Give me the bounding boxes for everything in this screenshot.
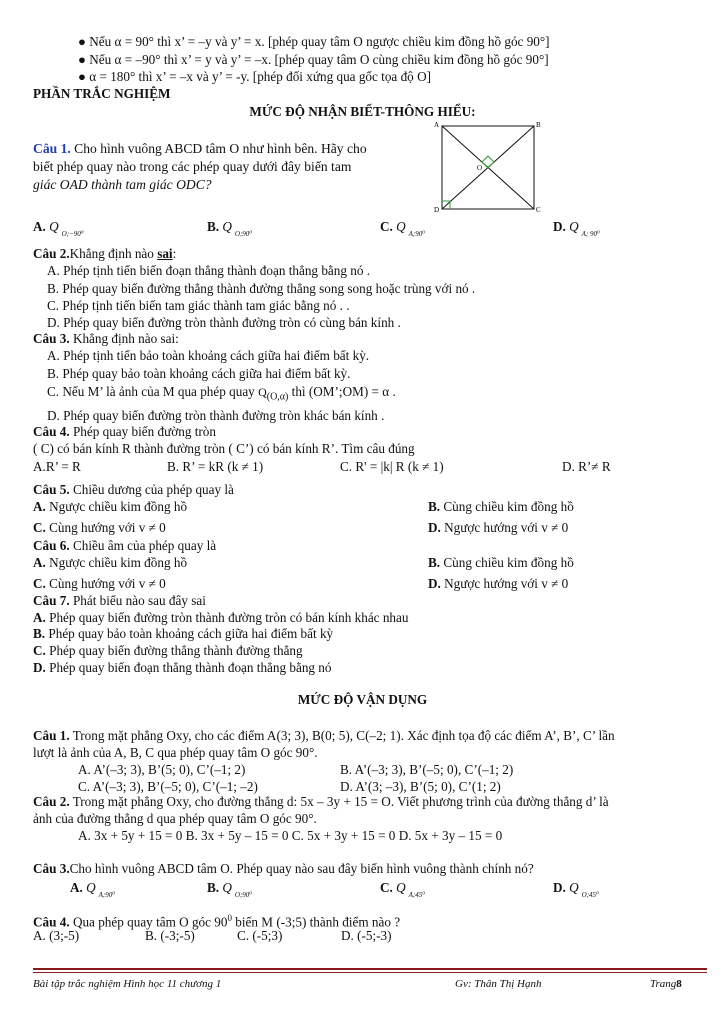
q5-option-b-text: Cùng chiều kim đồng hồ xyxy=(443,499,574,514)
q3-label: Câu 3. xyxy=(33,331,70,346)
footer-rule xyxy=(33,968,707,970)
q2-option-b[interactable]: B. Phép quay biến đường thẳng thành đường thẳng song song hoặc trùng với nó . xyxy=(47,281,476,296)
q6-stem xyxy=(33,538,216,554)
q1-option-a-q-letter: Q xyxy=(49,219,59,234)
q1-option-c-sub: A;90⁰ xyxy=(408,230,426,238)
q5-label: Câu 5. xyxy=(33,482,70,497)
q1-option-a-q xyxy=(49,219,84,238)
q2-sai: sai xyxy=(157,246,173,261)
q3-option-a[interactable]: A. Phép tịnh tiến bảo toàn khoảng cách giữa hai điểm bất kỳ. xyxy=(47,348,370,363)
v4-option-c[interactable]: C. (-5;3) xyxy=(237,928,283,943)
q1-line1 xyxy=(33,141,367,157)
q7-option-d[interactable]: D. Phép quay biến đoạn thẳng thành đoạn thẳng bằng nó xyxy=(33,660,332,675)
v3-option-d-q xyxy=(569,880,599,899)
q7-option-a-text: Phép quay biến đường tròn thành đường tròn có bán kính khác nhau xyxy=(49,610,409,625)
label-o: O xyxy=(477,164,483,172)
q6-text: Chiều âm của phép quay là xyxy=(69,538,217,553)
q5-text: Chiều dương của phép quay là xyxy=(69,482,234,497)
q1-option-a-key: A. xyxy=(33,219,46,234)
q4-label: Câu 4. xyxy=(33,424,70,439)
q7-option-d-text: Phép quay biến đoạn thẳng thành đoạn thẳng bằng nó xyxy=(49,660,332,675)
q2-stem xyxy=(33,246,176,262)
q5-option-c-text: Cùng hướng với v ≠ 0 xyxy=(49,520,166,535)
q1-option-d-q xyxy=(569,219,600,238)
q5-option-a-text: Ngược chiều kim đồng hồ xyxy=(49,499,188,514)
v3-option-d-key: D. xyxy=(553,880,566,895)
q3-option-c-end: . xyxy=(389,384,396,399)
v3-option-c-q xyxy=(396,880,426,899)
v3-option-d[interactable] xyxy=(553,880,599,903)
q7-option-c-text: Phép quay biến đường thẳng thành đường thẳng xyxy=(49,643,303,658)
level2-title: MỨC ĐỘ VẬN DỤNG xyxy=(297,692,428,707)
q6-option-a-text: Ngược chiều kim đồng hồ xyxy=(49,555,188,570)
footer-rule-thin xyxy=(33,972,707,973)
q1-option-c[interactable] xyxy=(380,219,425,242)
v3-option-b-sub: O;90⁰ xyxy=(234,891,253,899)
q7-option-a[interactable]: A. Phép quay biến đường tròn thành đường tròn có bán kính khác nhau xyxy=(33,610,409,625)
q3-option-d[interactable]: D. Phép quay biến đường tròn thành đường tròn khác bán kính . xyxy=(47,408,385,423)
v1-stem xyxy=(33,728,615,744)
q6-label: Câu 6. xyxy=(33,538,70,553)
q4-text1: Phép quay biến đường tròn xyxy=(69,424,216,439)
q7-stem xyxy=(33,593,206,609)
v4-degree: 0 xyxy=(227,913,232,923)
q1-option-a[interactable] xyxy=(33,219,84,242)
bullet-text-1: Nếu α = 90° thì x’ = –y và y’ = x. [phép quay tâm O ngược chiều kim đồng hồ góc 90°] xyxy=(89,34,550,49)
v2-text1: Trong mặt phẳng Oxy, cho đường thẳng d: 5x – 3y + 15 = O. Viết phương trình của đường thẳng d’ là xyxy=(69,794,609,809)
q1-option-d[interactable] xyxy=(553,219,600,242)
q1-line3: giác OAD thành tam giác ODC? xyxy=(33,177,212,192)
v2-line2: ảnh của đường thẳng d qua phép quay tâm O góc 90°. xyxy=(33,811,317,826)
v3-option-a[interactable] xyxy=(70,880,115,903)
v3-option-d-sub: O;45⁰ xyxy=(581,891,599,899)
bullet-line-2: ● Nếu α = –90° thì x’ = y và y’ = –x. [phép quay tâm O cùng chiều kim đồng hồ góc 90°] xyxy=(78,52,549,67)
q3-option-c-q xyxy=(258,385,289,403)
q3-option-c-mid: thì xyxy=(288,384,309,399)
q4-stem xyxy=(33,424,216,440)
v3-label: Câu 3. xyxy=(33,861,70,876)
v3-text: Cho hình vuông ABCD tâm O. Phép quay nào sau đây biến hình vuông thành chính nó? xyxy=(69,861,534,876)
q5-option-b[interactable]: B. Cùng chiều kim đồng hồ xyxy=(428,499,574,514)
v2-stem xyxy=(33,794,609,810)
q1-option-b-q xyxy=(222,219,253,238)
q4-option-c[interactable]: C. R' = |k| R (k ≠ 1) xyxy=(340,459,444,474)
section-title: PHẦN TRẮC NGHIỆM xyxy=(33,86,171,101)
q3-option-c[interactable] xyxy=(47,384,396,405)
q2-label: Câu 2. xyxy=(33,246,70,261)
bullet-line-3: ● α = 180° thì x’ = –x và y’ = -y. [phép đối xứng qua gốc tọa độ O] xyxy=(78,69,431,84)
q5-option-a[interactable]: A. Ngược chiều kim đồng hồ xyxy=(33,499,188,514)
q7-text: Phát biểu nào sau đây sai xyxy=(69,593,206,608)
q6-option-d-text: Ngược hướng với v ≠ 0 xyxy=(444,576,569,591)
v1-option-b[interactable]: B. A’(–3; 3), B’(–5; 0), C’(–1; 2) xyxy=(340,762,514,777)
v1-text1: Trong mặt phẳng Oxy, cho các điểm A(3; 3), B(0; 5), C(–2; 1). Xác định tọa độ các điểm A’, B’, C’ lần xyxy=(69,728,615,743)
v3-option-d-q-letter: Q xyxy=(569,880,579,895)
v2-options[interactable]: A. 3x + 5y + 15 = 0 B. 3x + 5y – 15 = 0 C. 5x + 3y + 15 = 0 D. 5x + 3y – 15 = 0 xyxy=(78,828,503,843)
q7-option-b[interactable]: B. Phép quay bảo toàn khoảng cách giữa hai điểm bất kỳ xyxy=(33,626,334,641)
v3-option-a-q-letter: Q xyxy=(86,880,96,895)
center-right-angle-mark xyxy=(482,156,494,168)
label-a: A xyxy=(434,121,440,129)
q1-option-c-key: C. xyxy=(380,219,393,234)
v1-option-d[interactable]: D. A’(3; –3), B’(5; 0), C’(1; 2) xyxy=(340,779,501,794)
level1-title: MỨC ĐỘ NHẬN BIẾT-THÔNG HIỂU: xyxy=(249,104,476,119)
q1-line2: biết phép quay nào trong các phép quay dưới đây biến tam xyxy=(33,159,352,174)
v4-option-b[interactable]: B. (-3;-5) xyxy=(145,928,195,943)
v3-option-b[interactable] xyxy=(207,880,252,903)
q3-option-c-text: C. Nếu M’ là ảnh của M qua phép quay xyxy=(47,384,259,399)
q3-option-c-formula: (OM’;OM) = α xyxy=(308,384,390,399)
q1-option-b-sub: O;90⁰ xyxy=(234,230,253,238)
q4-option-d[interactable]: D. R’≠ R xyxy=(562,459,611,474)
v1-option-c[interactable]: C. A’(–3; 3), B’(–5; 0), C’(–1; –2) xyxy=(78,779,258,794)
q4-option-a[interactable]: A.R’ = R xyxy=(33,459,81,474)
label-b: B xyxy=(536,121,541,129)
v3-option-c-q-letter: Q xyxy=(396,880,406,895)
v3-option-b-q-letter: Q xyxy=(222,880,232,895)
v3-option-c-key: C. xyxy=(380,880,393,895)
v3-stem xyxy=(33,861,534,877)
q1-label: Câu 1. xyxy=(33,141,71,156)
v4-text: Qua phép quay tâm O góc 90 xyxy=(69,914,228,930)
q1-text1: Cho hình vuông ABCD tâm O như hình bên. Hãy cho xyxy=(70,141,367,156)
square-figure xyxy=(430,118,545,218)
v1-label: Câu 1. xyxy=(33,728,70,743)
q3-stem xyxy=(33,331,179,347)
q1-option-b-q-letter: Q xyxy=(222,219,232,234)
v3-option-a-sub: A;90⁰ xyxy=(98,891,116,899)
v1-line2: lượt là ảnh của A, B, C qua phép quay tâm O góc 90°. xyxy=(33,745,318,760)
q7-option-b-text: Phép quay bảo toàn khoảng cách giữa hai điểm bất kỳ xyxy=(48,626,334,641)
q1-option-c-q-letter: Q xyxy=(396,219,406,234)
bullet-text-3: α = 180° thì x’ = –x và y’ = -y. [phép đối xứng qua gốc tọa độ O] xyxy=(89,69,431,84)
q3-option-b[interactable]: B. Phép quay bảo toàn khoảng cách giữa hai điểm bất kỳ. xyxy=(47,366,351,381)
v4-option-a[interactable]: A. (3;-5) xyxy=(33,928,80,943)
q6-option-c-text: Cùng hướng với v ≠ 0 xyxy=(49,576,166,591)
label-c: C xyxy=(536,206,541,214)
q3-option-c-sub: (O,α) xyxy=(266,391,289,403)
q1-option-d-key: D. xyxy=(553,219,566,234)
q1-option-d-sub: A; 90⁰ xyxy=(581,230,600,238)
bullet-line-1: ● Nếu α = 90° thì x’ = –y và y’ = x. [phép quay tâm O ngược chiều kim đồng hồ góc 90°] xyxy=(78,34,550,49)
v3-option-c[interactable] xyxy=(380,880,425,903)
q3-text: Khẳng định nào sai: xyxy=(69,331,179,346)
v3-option-a-key: A. xyxy=(70,880,83,895)
q7-option-c[interactable]: C. Phép quay biến đường thẳng thành đường thẳng xyxy=(33,643,303,658)
q5-option-d-text: Ngược hướng với v ≠ 0 xyxy=(444,520,569,535)
q2-text: Khẳng định nào xyxy=(69,246,158,261)
q6-option-a[interactable]: A. Ngược chiều kim đồng hồ xyxy=(33,555,188,570)
footer-page-label: Trang xyxy=(650,978,677,990)
v3-option-a-q xyxy=(86,880,116,899)
q1-option-b-key: B. xyxy=(207,219,220,234)
label-d: D xyxy=(434,206,440,214)
v3-option-c-sub: A;45⁰ xyxy=(408,891,426,899)
q4-line2: ( C) có bán kính R thành đường tròn ( C’) có bán kính R’. Tìm câu đúng xyxy=(33,441,415,456)
q1-option-b[interactable] xyxy=(207,219,252,242)
q2-option-c[interactable]: C. Phép tịnh tiến biến tam giác thành tam giác bằng nó . . xyxy=(47,298,350,313)
v4-option-d[interactable]: D. (-5;-3) xyxy=(341,928,392,943)
q2-option-d[interactable]: D. Phép quay biến đường tròn thành đường tròn có cùng bán kính . xyxy=(47,315,401,330)
v1-option-a[interactable]: A. A’(–3; 3), B’(5; 0), C’(–1; 2) xyxy=(78,762,246,777)
footer-page xyxy=(650,978,682,990)
bullet-text-2: Nếu α = –90° thì x’ = y và y’ = –x. [phép quay tâm O cùng chiều kim đồng hồ góc 90°] xyxy=(89,52,549,67)
q6-option-c[interactable]: C. Cùng hướng với v ≠ 0 xyxy=(33,576,166,591)
q3-option-c-q-letter: Q xyxy=(258,385,267,399)
footer-teacher: Gv: Thân Thị Hạnh xyxy=(455,978,542,990)
q1-option-a-sub: O;−90⁰ xyxy=(61,230,84,238)
v4-text-post: biến M (-3;5) thành điểm nào ? xyxy=(232,914,401,930)
footer-left: Bài tập trắc nghiệm Hình học 11 chương 1 xyxy=(33,978,222,990)
q5-stem xyxy=(33,482,234,498)
q4-option-b[interactable]: B. R’ = kR (k ≠ 1) xyxy=(167,459,264,474)
q6-option-b[interactable]: B. Cùng chiều kim đồng hồ xyxy=(428,555,574,570)
q1-option-d-q-letter: Q xyxy=(569,219,579,234)
footer-page-number: 8 xyxy=(676,978,682,990)
q7-label: Câu 7. xyxy=(33,593,70,608)
q6-option-b-text: Cùng chiều kim đồng hồ xyxy=(443,555,574,570)
v3-option-b-q xyxy=(222,880,253,899)
q6-option-d[interactable]: D. Ngược hướng với v ≠ 0 xyxy=(428,576,569,591)
q5-option-d[interactable]: D. Ngược hướng với v ≠ 0 xyxy=(428,520,569,535)
v2-label: Câu 2. xyxy=(33,794,70,809)
v3-option-b-key: B. xyxy=(207,880,220,895)
q5-option-c[interactable]: C. Cùng hướng với v ≠ 0 xyxy=(33,520,166,535)
q1-option-c-q xyxy=(396,219,426,238)
v4-label: Câu 4. xyxy=(33,914,70,930)
q2-option-a[interactable]: A. Phép tịnh tiến biến đoạn thẳng thành đoạn thẳng bằng nó . xyxy=(47,263,371,278)
q2-colon: : xyxy=(172,246,177,261)
